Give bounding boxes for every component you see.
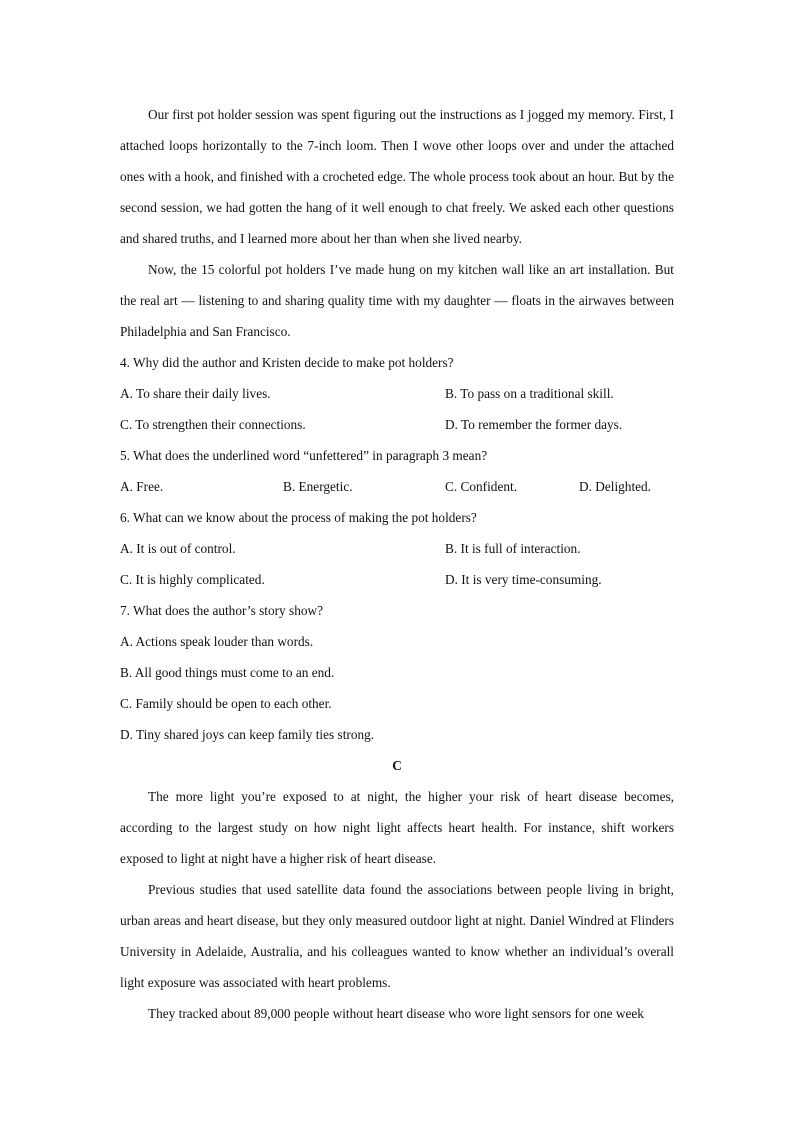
question-stem: 7. What does the author’s story show? xyxy=(120,603,323,618)
question-5 xyxy=(120,440,674,502)
option-b: B. All good things must come to an end. xyxy=(120,665,335,680)
option-a: A. Free. xyxy=(120,479,164,494)
option-b: B. Energetic. xyxy=(283,479,353,494)
option-d: D. To remember the former days. xyxy=(445,417,623,432)
option-c: C. Confident. xyxy=(445,479,518,494)
option-c: C. Family should be open to each other. xyxy=(120,696,332,711)
paragraph-night-light-risk: The more light you’re exposed to at night, the higher your risk of heart disease becomes, according to the largest study on how night light affects heart health. For instance, shift workers exposed to light at night have a higher risk of heart disease. xyxy=(120,789,674,866)
paragraph-pot-holder-session: Our first pot holder session was spent figuring out the instructions as I jogged my memory. First, I attached loops horizontally to the 7-inch loom. Then I wove other loops over and under the attached ones with a hook, and finished with a crocheted edge. The whole process took about an hour. But by the second session, we had gotten the hang of it well enough to chat freely. We asked each other questions and shared truths, and I learned more about her than when she lived nearby. xyxy=(120,107,674,246)
question-7 xyxy=(120,595,674,750)
option-d: D. It is very time-consuming. xyxy=(445,572,602,587)
option-b: B. It is full of interaction. xyxy=(445,541,581,556)
paragraph-pot-holders-wall: Now, the 15 colorful pot holders I’ve made hung on my kitchen wall like an art installation. But the real art — listening to and sharing quality time with my daughter — floats in the airwaves between Philadelphia and San Francisco. xyxy=(120,262,674,339)
option-d: D. Tiny shared joys can keep family ties strong. xyxy=(120,727,375,742)
question-4 xyxy=(120,347,674,440)
paragraph-previous-studies: Previous studies that used satellite data found the associations between people living in bright, urban areas and heart disease, but they only measured outdoor light at night. Daniel Windred at Flinders University in Adelaide, Australia, and his colleagues wanted to know whether an individual’s overall light exposure was associated with heart problems. xyxy=(120,882,674,990)
options-row xyxy=(120,378,674,409)
option-b: B. To pass on a traditional skill. xyxy=(445,386,614,401)
option-c: C. To strengthen their connections. xyxy=(120,417,306,432)
question-6 xyxy=(120,502,674,595)
option-d: D. Delighted. xyxy=(579,479,652,494)
question-stem: 6. What can we know about the process of making the pot holders? xyxy=(120,510,477,525)
question-stem: 5. What does the underlined word “unfettered” in paragraph 3 mean? xyxy=(120,448,488,463)
options-row xyxy=(120,409,674,440)
question-stem: 4. Why did the author and Kristen decide to make pot holders? xyxy=(120,355,454,370)
document-page xyxy=(120,99,674,1029)
option-a: A. It is out of control. xyxy=(120,541,236,556)
paragraph-tracked-people: They tracked about 89,000 people without heart disease who wore light sensors for one week xyxy=(148,1006,644,1021)
options-row xyxy=(120,471,674,502)
options-row xyxy=(120,564,674,595)
option-a: A. To share their daily lives. xyxy=(120,386,271,401)
option-c: C. It is highly complicated. xyxy=(120,572,265,587)
option-a: A. Actions speak louder than words. xyxy=(120,634,314,649)
options-row xyxy=(120,533,674,564)
section-c-title: C xyxy=(392,758,402,773)
